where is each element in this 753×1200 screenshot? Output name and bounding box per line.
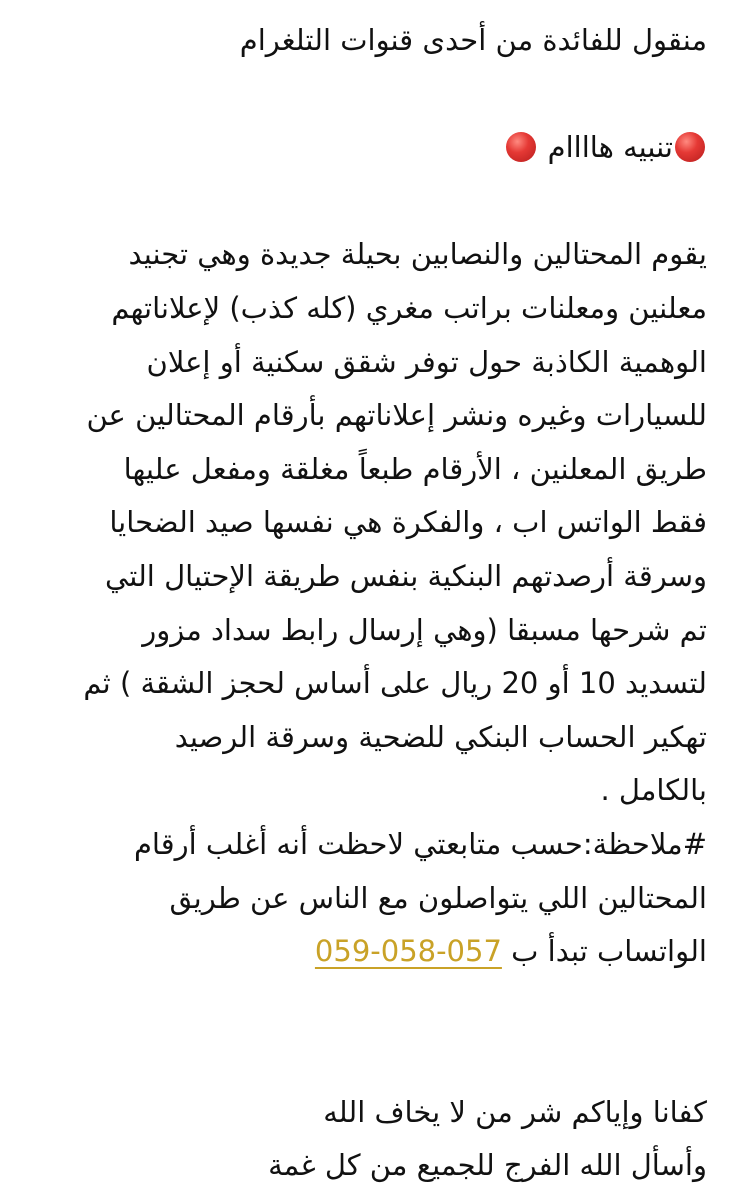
closing-line: وأسأل الله الفرج للجميع من كل غمة [268, 1148, 707, 1183]
alert-line [60, 121, 707, 175]
closing-line: كفانا وإياكم شر من لا يخاف الله [323, 1094, 707, 1129]
phone-number-link[interactable]: 059-058-057 [314, 934, 502, 969]
body-line: يقوم المحتالين والنصابين بحيلة جديدة وهي تجنيد [128, 237, 707, 272]
body-line: طريق المعلنين ، الأرقام طبعاً مغلقة ومفعل عليها [123, 451, 707, 486]
body-line: الوهمية الكاذبة حول توفر شقق سكنية أو إعلان [146, 344, 707, 379]
note-line-phone [60, 925, 707, 979]
body-line: لتسديد 10 أو 20 ريال على أساس لحجز الشقة ) ثم [83, 666, 707, 701]
intro-line: منقول للفائدة من أحدى قنوات التلغرام [239, 23, 707, 57]
body-line: للسيارات وغيره ونشر إعلاناتهم بأرقام المحتالين عن [86, 398, 707, 433]
note-line: #ملاحظة:حسب متابعتي لاحظت أنه أغلب أرقام [133, 826, 707, 861]
alert-text: تنبيه هاااام [547, 130, 673, 165]
body-line: فقط الواتس اب ، والفكرة هي نفسها صيد الضحايا [109, 505, 707, 540]
body-line: معلنين ومعلنات براتب مغري (كله كذب) لإعلاناتهم [111, 290, 707, 325]
body-line: تم شرحها مسبقا (وهي إرسال رابط سداد مزور [142, 612, 707, 647]
spacer [60, 175, 707, 229]
spacer [60, 1032, 707, 1086]
red-circle-icon [675, 132, 705, 162]
note-line: المحتالين اللي يتواصلون مع الناس عن طريق [169, 880, 707, 915]
body-line: وسرقة أرصدتهم البنكية بنفس طريقة الإحتيال التي [105, 558, 707, 593]
body-line: تهكير الحساب البنكي للضحية وسرقة الرصيد [174, 719, 707, 754]
spacer [60, 979, 707, 1033]
note-prefix: الواتساب تبدأ ب [511, 934, 707, 969]
spacer [60, 68, 707, 122]
red-circle-icon [506, 132, 536, 162]
body-line: بالكامل . [600, 773, 707, 808]
